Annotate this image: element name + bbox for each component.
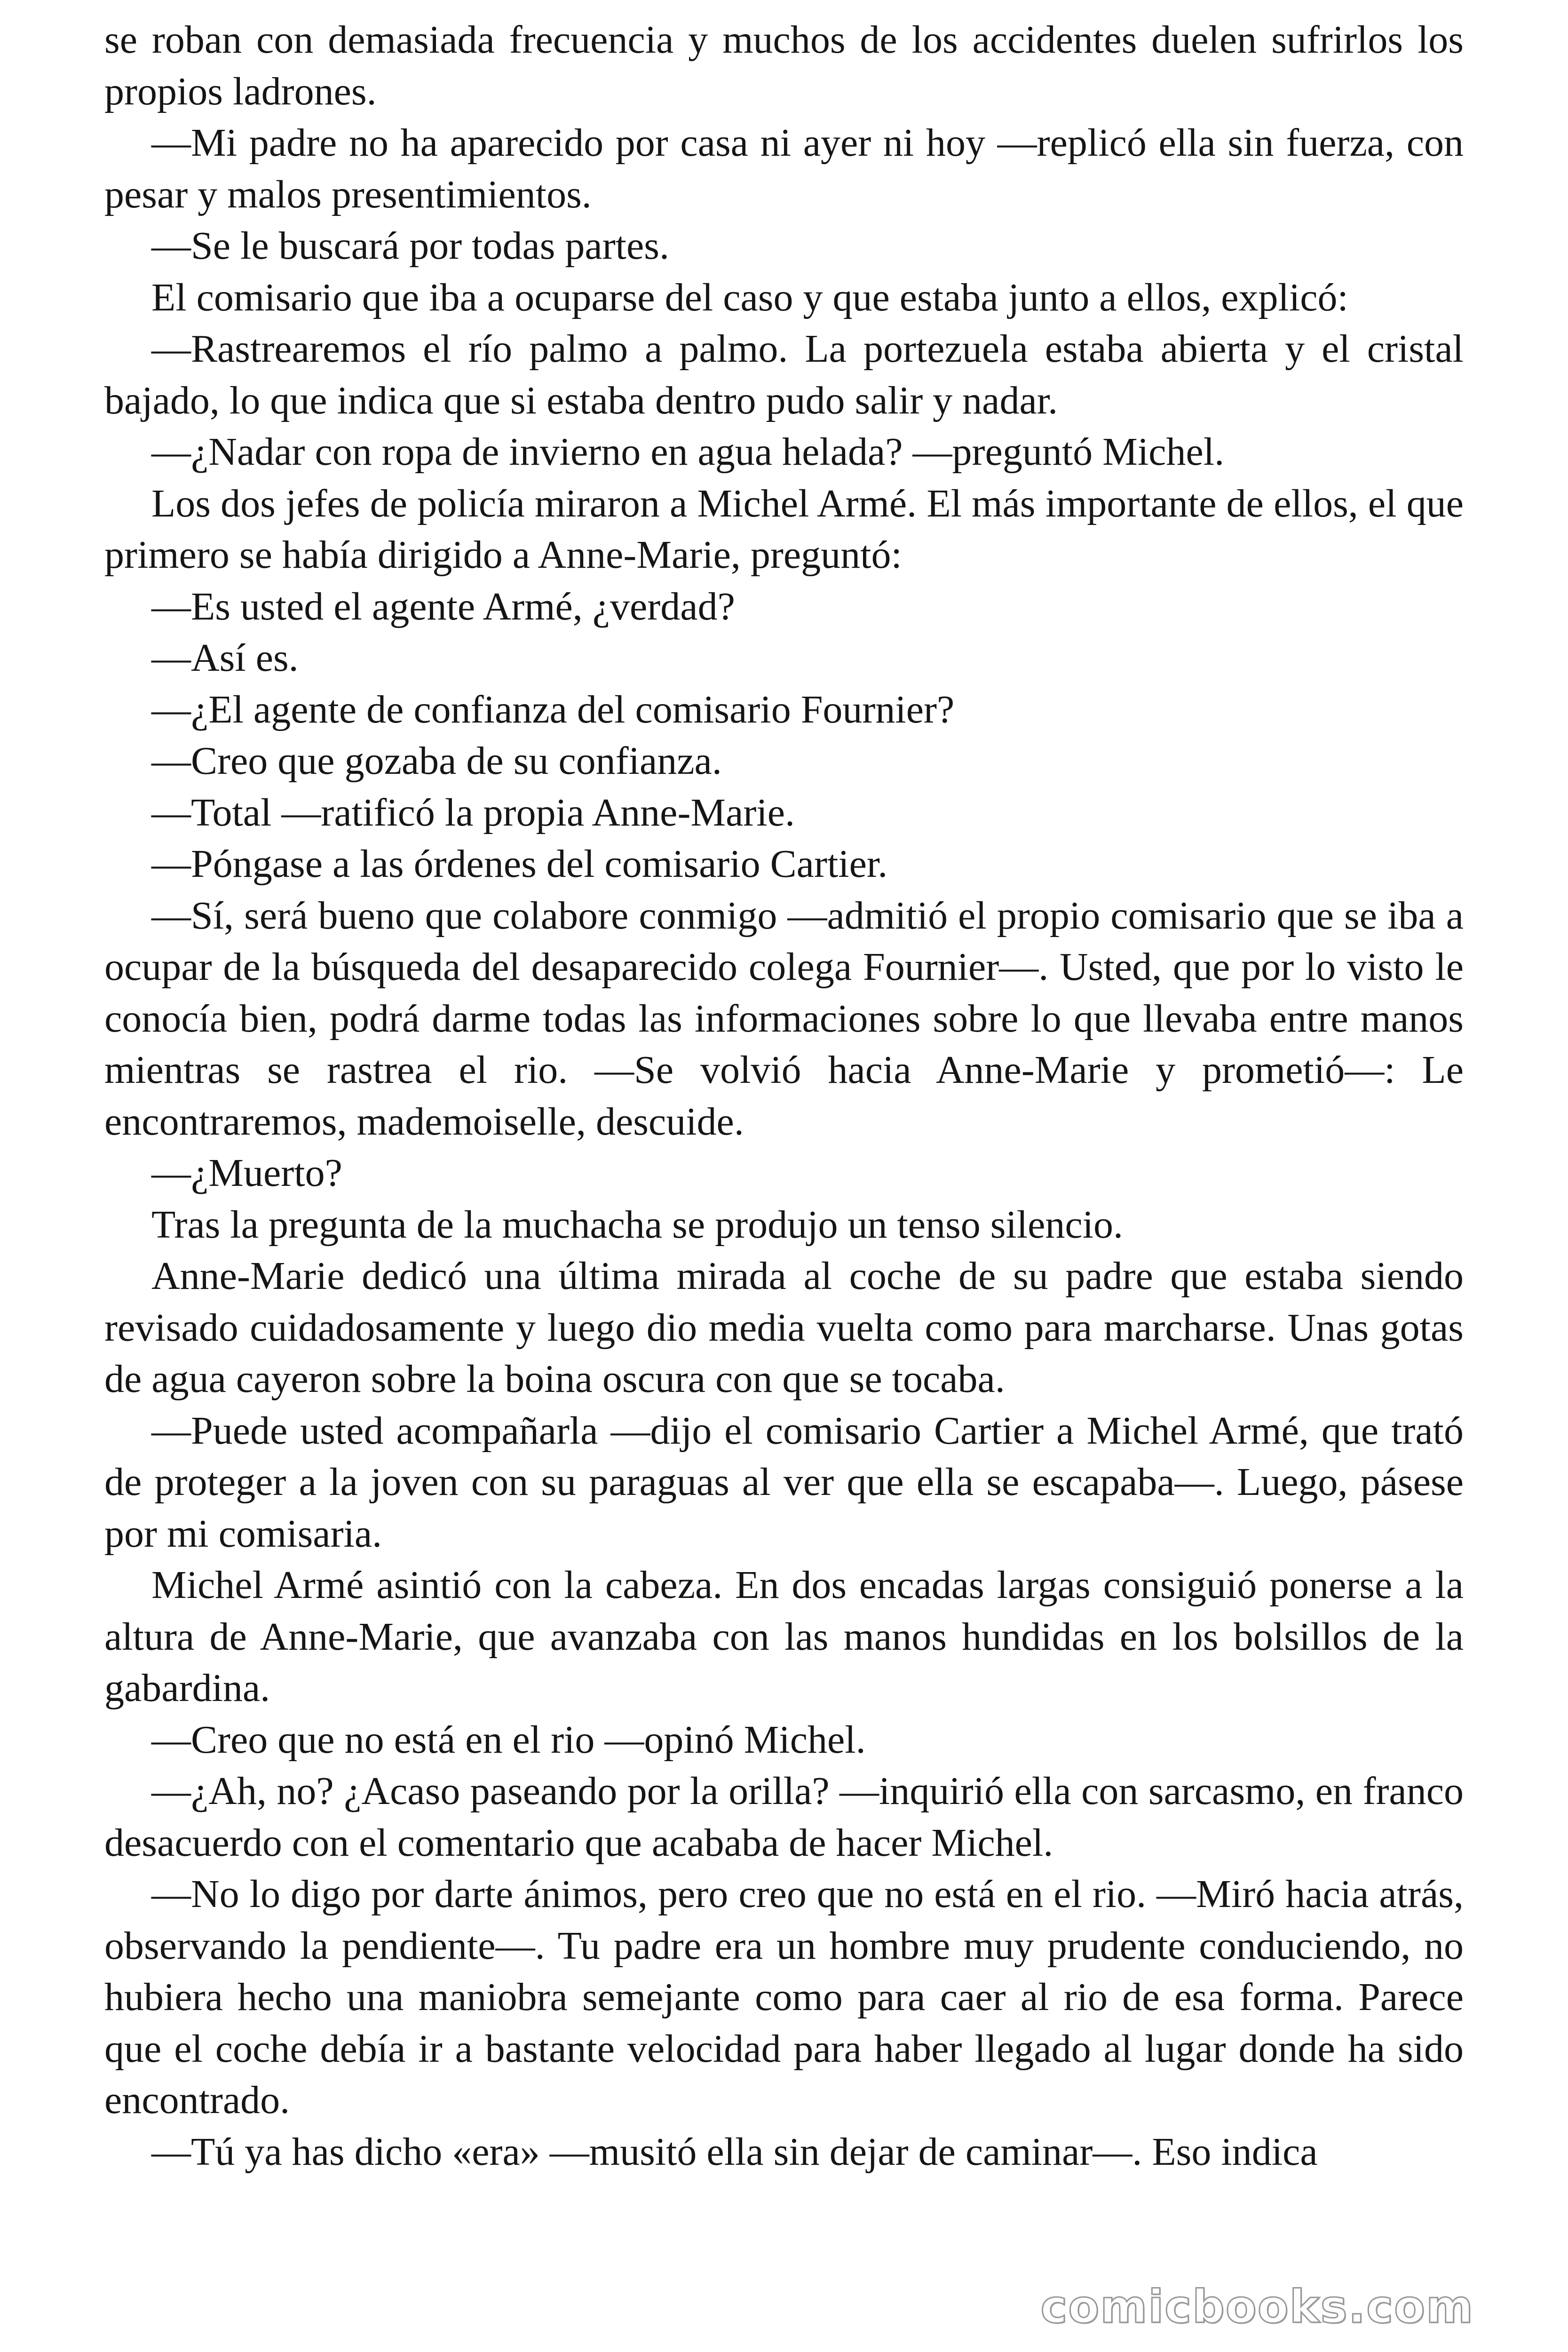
paragraph: se roban con demasiada frecuencia y muchos de los accidentes duelen sufrirlos los propios ladrones.	[104, 18, 1464, 113]
paragraph: —Total —ratificó la propia Anne-Marie.	[151, 790, 795, 834]
paragraph: —Creo que no está en el rio —opinó Michel.	[151, 1717, 866, 1762]
paragraph: Los dos jefes de policía miraron a Michel Armé. El más importante de ellos, el que primero se había dirigido a Anne-Marie, preguntó:	[104, 481, 1464, 577]
paragraph: —No lo digo por darte ánimos, pero creo que no está en el rio. —Miró hacia atrás, observando la pendiente—. Tu padre era un hombre muy prudente conduciendo, no hubiera hecho una maniobra semejante como para caer al rio de esa forma. Parece que el coche debía ir a bastante velocidad para haber llegado al lugar donde ha sido encontrado.	[104, 1872, 1464, 2122]
paragraph: —Póngase a las órdenes del comisario Cartier.	[151, 842, 888, 886]
paragraph: —Sí, será bueno que colabore conmigo —admitió el propio comisario que se iba a ocupar de la búsqueda del desaparecido colega Fournier—. Usted, que por lo visto le conocía bien, podrá darme todas las informaciones sobre lo que llevaba entre manos mientras se rastrea el rio. —Se volvió hacia Anne-Marie y prometió—: Le encontraremos, mademoiselle, descuide.	[104, 893, 1464, 1144]
paragraph: —¿Muerto?	[151, 1151, 342, 1195]
paragraph: —Puede usted acompañarla —dijo el comisario Cartier a Michel Armé, que trató de proteger a la joven con su paraguas al ver que ella se escapaba—. Luego, pásese por mi comisaria.	[104, 1408, 1464, 1556]
paragraph: —Mi padre no ha aparecido por casa ni ayer ni hoy —replicó ella sin fuerza, con pesar y malos presentimientos.	[104, 121, 1464, 216]
watermark-logo: comicbooks.com	[1040, 2280, 1474, 2333]
paragraph: —Creo que gozaba de su confianza.	[151, 739, 722, 783]
paragraph: —¿Nadar con ropa de invierno en agua helada? —preguntó Michel.	[151, 430, 1225, 474]
paragraph: El comisario que iba a ocuparse del caso y que estaba junto a ellos, explicó:	[151, 275, 1348, 319]
paragraph: —¿El agente de confianza del comisario Fournier?	[151, 687, 955, 731]
paragraph: Michel Armé asintió con la cabeza. En dos encadas largas consiguió ponerse a la altura de Anne-Marie, que avanzaba con las manos hundidas en los bolsillos de la gabardina.	[104, 1563, 1464, 1710]
paragraph: —Tú ya has dicho «era» —musitó ella sin dejar de caminar—. Eso indica	[151, 2130, 1318, 2174]
paragraph: —Es usted el agente Armé, ¿verdad?	[151, 584, 735, 628]
paragraph: —Se le buscará por todas partes.	[151, 224, 669, 268]
paragraph: Anne-Marie dedicó una última mirada al coche de su padre que estaba siendo revisado cuidadosamente y luego dio media vuelta como para marcharse. Unas gotas de agua cayeron sobre la boina oscura con que se tocaba.	[104, 1254, 1464, 1401]
paragraph: —Así es.	[151, 636, 299, 680]
paragraph: —Rastrearemos el río palmo a palmo. La portezuela estaba abierta y el cristal bajado, lo que indica que si estaba dentro pudo salir y nadar.	[104, 327, 1464, 422]
paragraph: —¿Ah, no? ¿Acaso paseando por la orilla? —inquirió ella con sarcasmo, en franco desacuerdo con el comentario que acababa de hacer Michel.	[104, 1769, 1464, 1865]
paragraph: Tras la pregunta de la muchacha se produjo un tenso silencio.	[151, 1202, 1124, 1247]
book-page	[104, 14, 1464, 2338]
